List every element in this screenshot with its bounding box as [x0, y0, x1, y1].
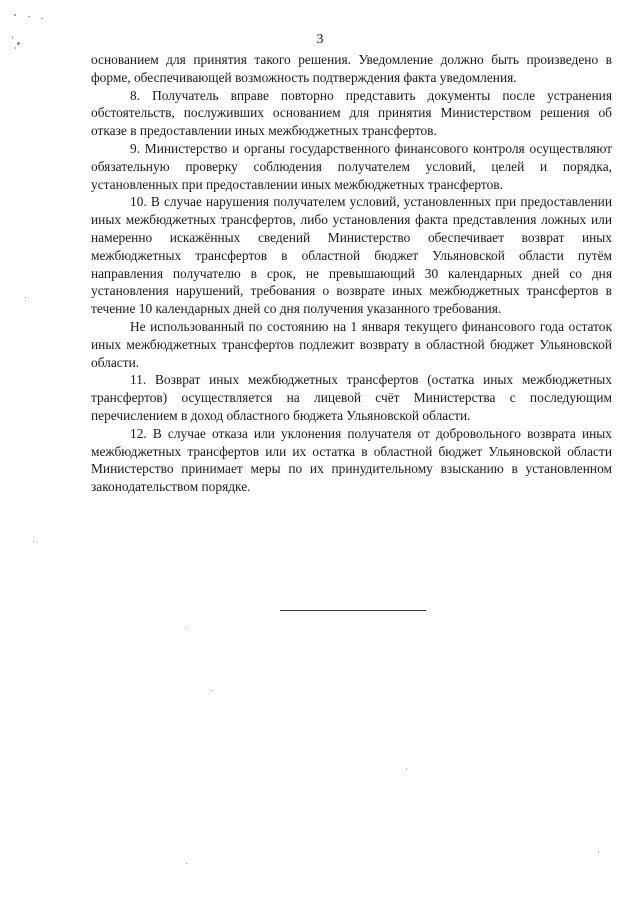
paragraph-continuation: основанием для принятия такого решения. Уведомление должно быть произведено в форме, обеспечивающей возможность подтверждения факта уведомления. [91, 52, 612, 85]
scan-speck [25, 297, 26, 298]
paragraph-unused-balance: Не использованный по состоянию на 1 января текущего финансового года остаток иных межбюджетных трансфертов подлежит возврату в областной бюджет Ульяновской области. [91, 318, 612, 370]
scan-speck [186, 863, 187, 864]
scan-speck [41, 18, 43, 19]
paragraph-clause-11: 11. Возврат иных межбюджетных трансфертов (остатка иных межбюджетных трансфертов) осуществляется на лицевой счёт Министерства с последующим перечислением в доход областного бюджета Ульяновской области. [91, 372, 612, 423]
page-number: 3 [316, 32, 324, 47]
scan-speck [33, 541, 34, 542]
scan-speck [14, 14, 16, 16]
scan-speck [212, 690, 213, 691]
scan-speck [598, 851, 599, 853]
paragraph-clause-8: 8. Получатель вправе повторно представить документы после устранения обстоятельств, послуживших основанием для принятия Министерством решения об отказе в предоставлении иных межбюджетных трансфертов. [91, 87, 612, 139]
document-body [91, 51, 612, 496]
scan-speck [185, 628, 186, 629]
scan-speck [406, 768, 407, 769]
paragraph-clause-12: 12. В случае отказа или уклонения получателя от добровольного возврата иных межбюджетных трансфертов или их остатка в областной бюджет Ульяновской области Министерство принимает меры по их принудительному взысканию в установленном законодательством порядке. [91, 425, 612, 495]
closing-divider-line [280, 610, 426, 611]
scan-speck [28, 16, 30, 17]
paragraph-clause-9: 9. Министерство и органы государственного финансового контроля осуществляют обязательную проверку соблюдения получателем условий, целей и порядка, установленных при предоставлении иных межбюджетных трансфертов. [91, 140, 612, 192]
paragraph-clause-10: 10. В случае нарушения получателем условий, установленных при предоставлении иных межбюджетных трансфертов, либо установления факта представления ложных или намеренно искажённых сведений Министерство обеспечивает возврат иных межбюджетных трансфертов в областной бюджет Ульяновской области путём направления получателю в срок, не превышающий 30 календарных дней со дня установления нарушений, требования о возврате иных межбюджетных трансфертов в течение 10 календарных дней со дня получения указанного требования. [91, 194, 612, 317]
